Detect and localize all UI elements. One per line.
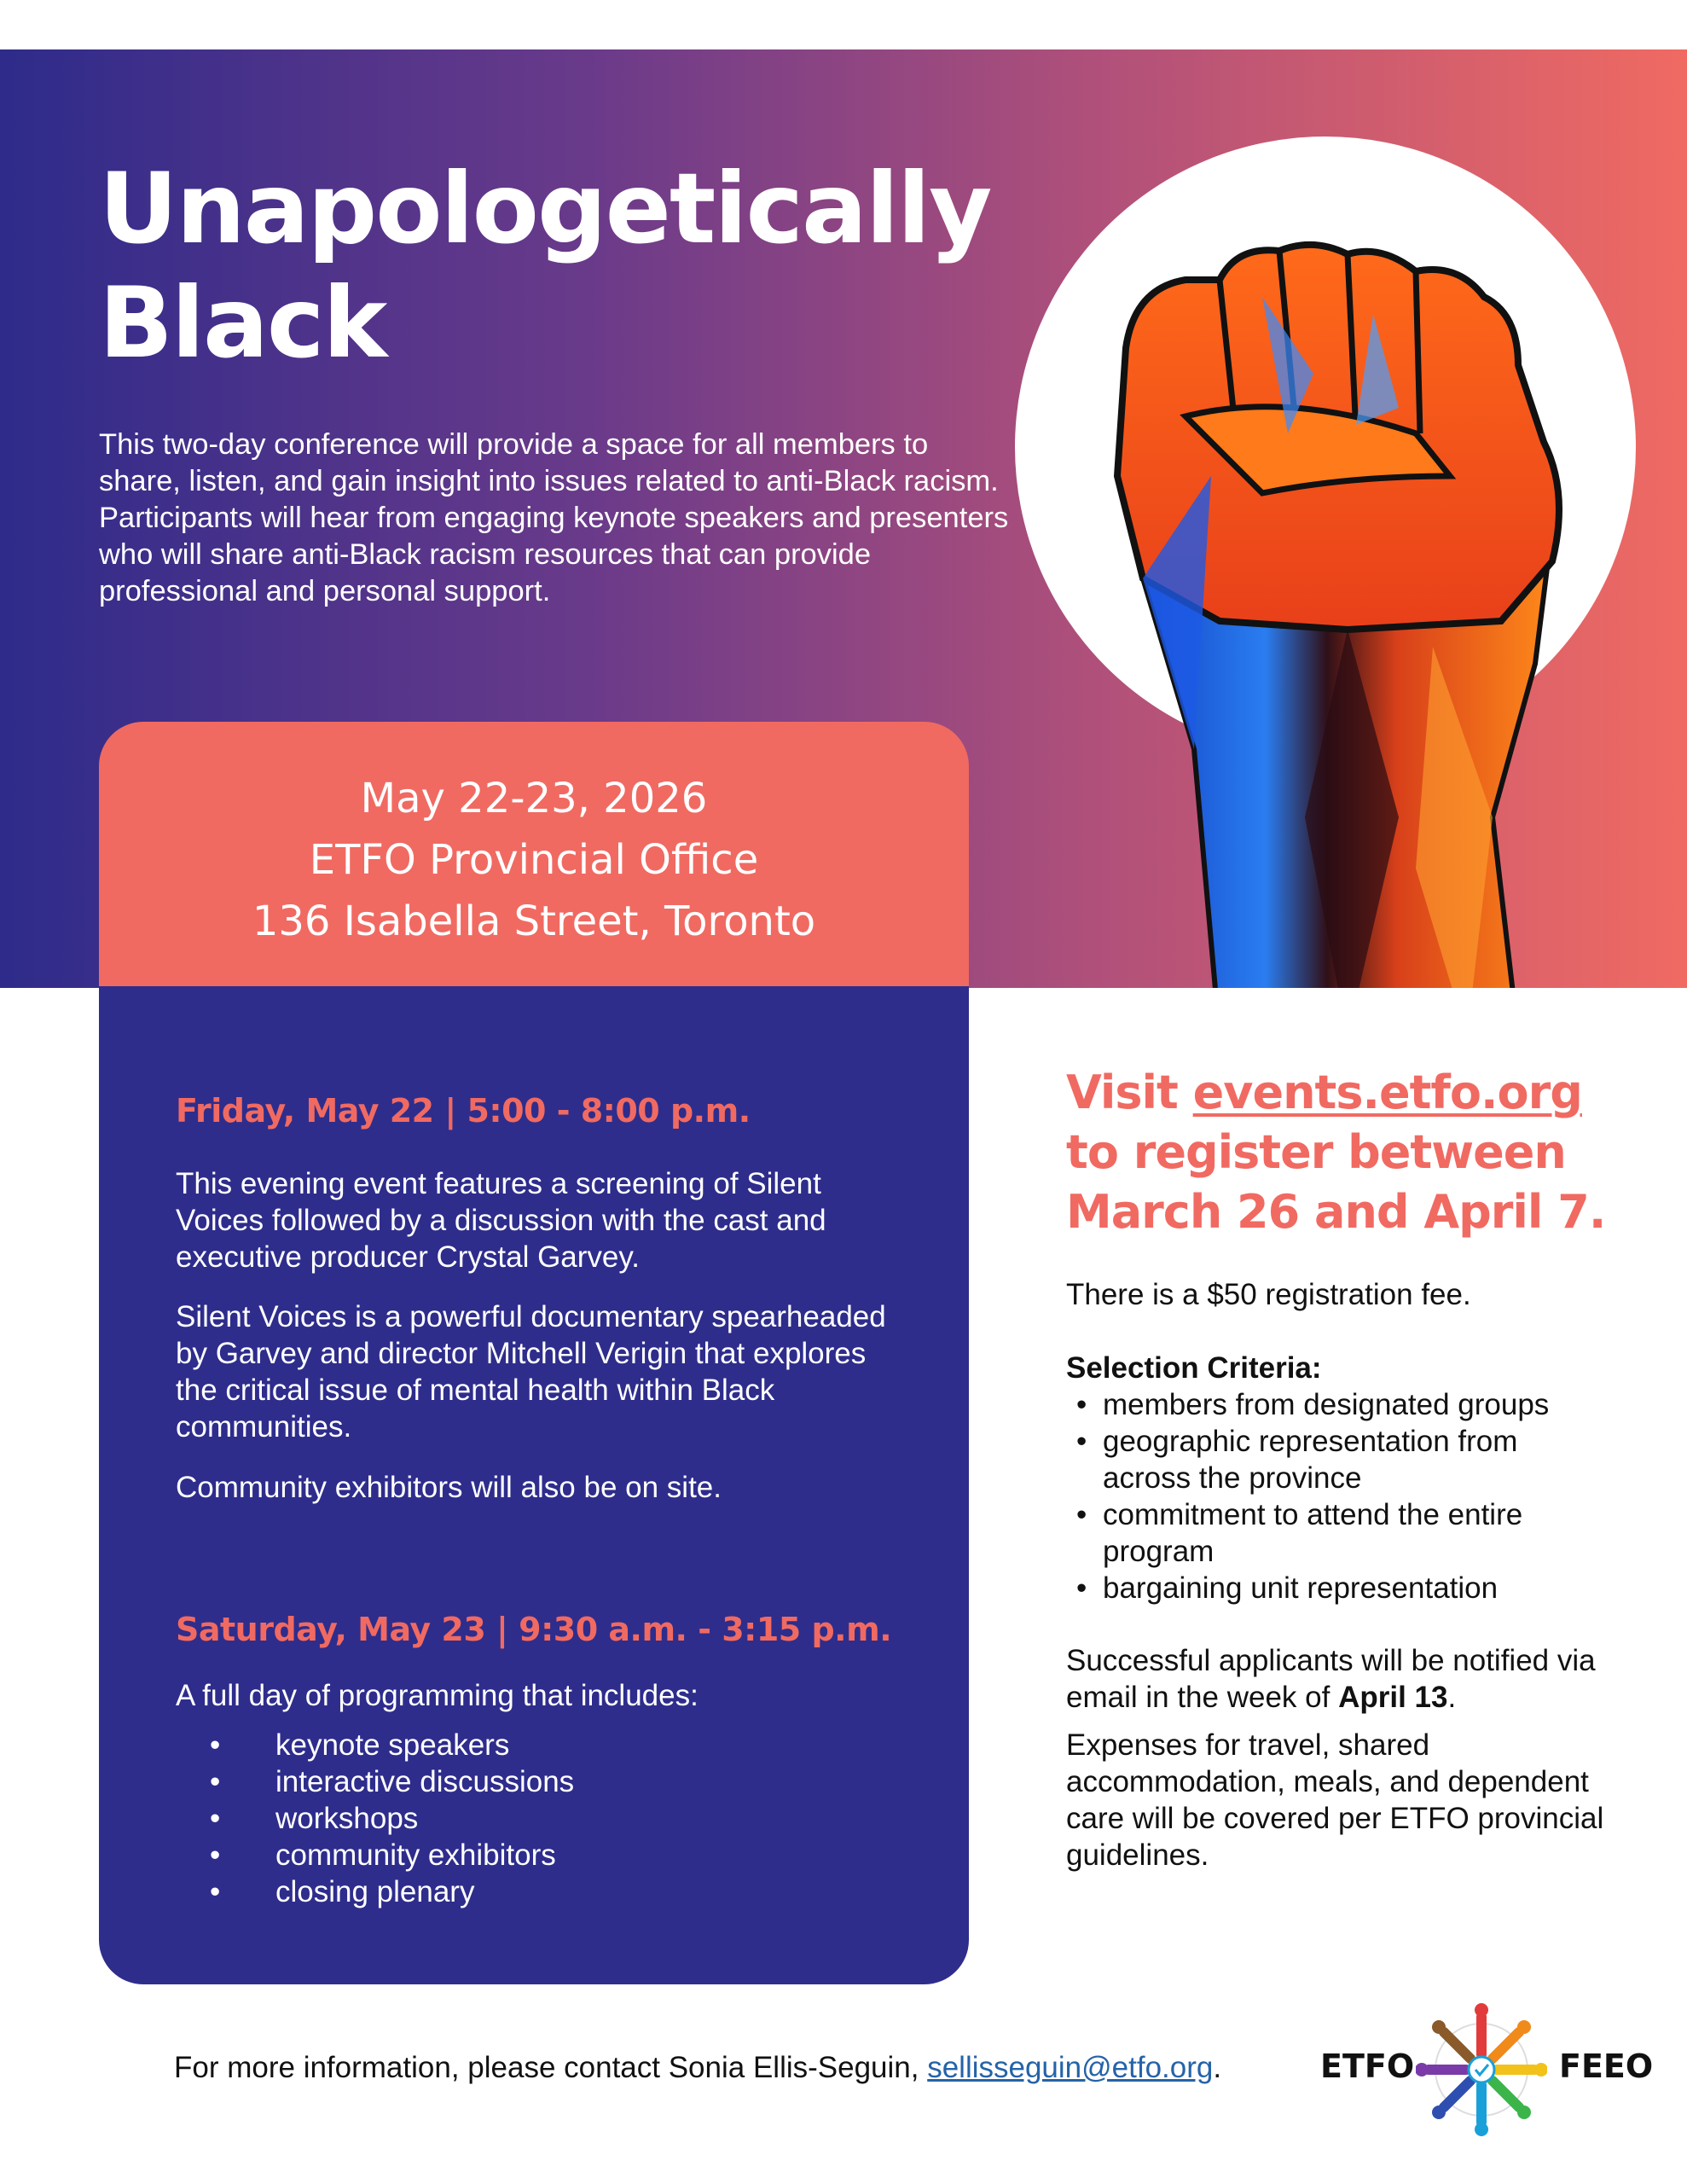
friday-para-2: Silent Voices is a powerful documentary spearheaded by Garvey and director Mitchell Verigin that explores the critical issue of mental health within Black communities.	[176, 1300, 886, 1443]
saturday-intro: A full day of programming that includes:	[176, 1679, 699, 1712]
title-line-1: Unapologetically	[99, 152, 991, 265]
logo-text-feeo: FEEO	[1559, 2048, 1654, 2085]
schedule-panel	[99, 986, 969, 1984]
registration-fee: There is a $50 registration fee.	[1066, 1278, 1471, 1311]
contact-end: .	[1213, 2051, 1222, 2084]
visit-text: Visit	[1066, 1066, 1193, 1119]
title-line-2: Black	[99, 266, 386, 380]
list-item: • commitment to attend the entire program	[1066, 1496, 1529, 1570]
notification-date: April 13	[1338, 1681, 1448, 1714]
raised-fist-icon	[1092, 220, 1586, 988]
saturday-program-list	[176, 1727, 574, 1910]
list-item: • community exhibitors	[176, 1837, 574, 1873]
register-line-3: March 26 and April 7.	[1066, 1185, 1606, 1239]
notification-text	[1066, 1642, 1663, 1716]
contact-footer	[174, 2049, 1221, 2086]
list-item: • closing plenary	[176, 1873, 574, 1910]
page-title	[99, 152, 990, 380]
contact-email-link[interactable]: sellisseguin@etfo.org	[927, 2051, 1214, 2084]
expenses-text: Expenses for travel, shared accommodation, meals, and dependent care will be covered per ETFO provincial guidelines.	[1066, 1728, 1604, 1872]
event-dates: May 22-23, 2026	[360, 775, 708, 822]
list-item: • members from designated groups	[1066, 1386, 1663, 1423]
notification-end: .	[1447, 1681, 1457, 1714]
events-link[interactable]: events.etfo.org	[1192, 1066, 1582, 1119]
friday-para-3: Community exhibitors will also be on site.	[176, 1471, 722, 1504]
register-line-2: to register between	[1066, 1125, 1566, 1179]
friday-para-1: This evening event features a screening of Silent Voices followed by a discussion with the cast and executive producer Crystal Garvey.	[176, 1167, 826, 1274]
event-details-box	[99, 722, 969, 988]
notification-body: Successful applicants will be notified via email in the week of	[1066, 1644, 1596, 1714]
friday-heading: Friday, May 22 | 5:00 - 8:00 p.m.	[176, 1092, 751, 1130]
registration-heading	[1066, 1063, 1663, 1242]
etfo-wheel-logo-icon	[1416, 2001, 1547, 2138]
event-address: 136 Isabella Street, Toronto	[252, 897, 816, 945]
list-item: • keynote speakers	[176, 1727, 574, 1763]
criteria-heading: Selection Criteria:	[1066, 1351, 1322, 1385]
list-item: • workshops	[176, 1800, 574, 1837]
list-item: • interactive discussions	[176, 1763, 574, 1800]
list-item: • geographic representation from across the province	[1066, 1423, 1580, 1496]
criteria-list	[1066, 1386, 1663, 1606]
list-item: • bargaining unit representation	[1066, 1570, 1663, 1606]
saturday-heading: Saturday, May 23 | 9:30 a.m. - 3:15 p.m.	[176, 1611, 892, 1648]
event-venue: ETFO Provincial Office	[309, 836, 759, 884]
etfo-logo	[1320, 2001, 1654, 2138]
contact-text: For more information, please contact Sonia Ellis-Seguin,	[174, 2051, 928, 2084]
intro-paragraph: This two-day conference will provide a space for all members to share, listen, and gain insight into issues related to anti-Black racism. Participants will hear from engaging keynote speakers and presenters who will share anti-Black racism resources that can provide professional and personal support.	[99, 428, 1009, 607]
logo-text-etfo: ETFO	[1320, 2048, 1415, 2085]
